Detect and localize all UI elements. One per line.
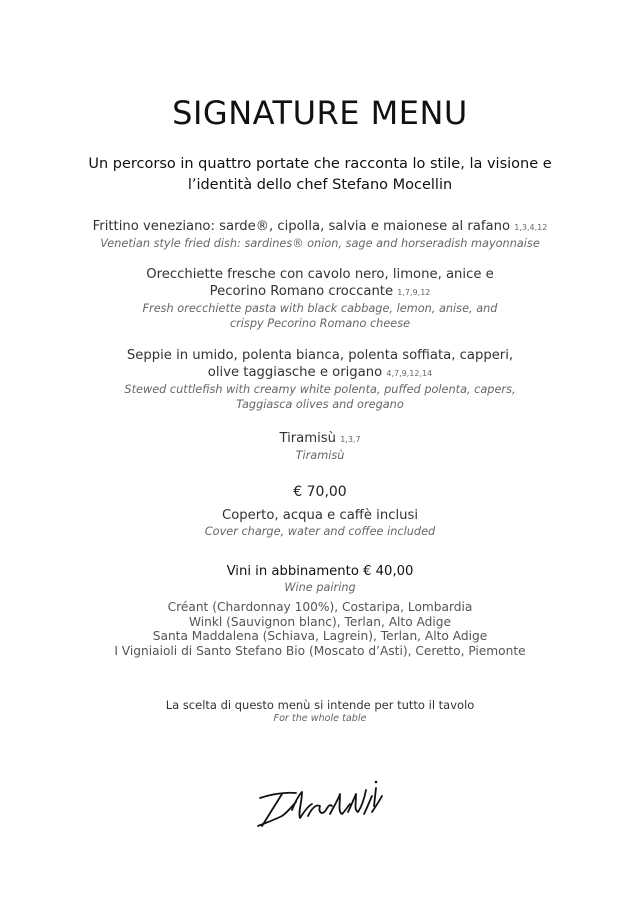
allergen-codes: 1,3,7 <box>340 435 361 444</box>
course-name-line: Seppie in umido, polenta bianca, polenta soffiata, capperi, <box>126 348 514 363</box>
course-name-line: Orecchiette fresche con cavolo nero, limone, anice e <box>146 267 494 282</box>
table-note <box>20 698 620 725</box>
course-name-it <box>20 364 620 382</box>
course-seppie <box>20 347 620 412</box>
table-note-en: For the whole table <box>273 713 367 724</box>
course-name-line: Tiramisù <box>279 431 336 446</box>
course-name-it <box>20 218 620 236</box>
wine-pairing-section <box>20 563 620 595</box>
wine-item: Santa Maddalena (Schiava, Lagrein), Terlan, Alto Adige <box>152 629 488 643</box>
course-name-en: Stewed cuttlefish with creamy white polenta, puffed polenta, capers, <box>124 383 516 396</box>
course-name-line: Pecorino Romano croccante <box>209 284 394 299</box>
course-name-en: crispy Pecorino Romano cheese <box>229 317 411 330</box>
allergen-codes: 4,7,9,12,14 <box>386 369 433 378</box>
course-tiramisu <box>20 430 620 463</box>
price-note-it: Coperto, acqua e caffè inclusi <box>222 508 418 523</box>
allergen-codes: 1,3,4,12 <box>514 223 548 232</box>
table-note-it: La scelta di questo menù si intende per tutto il tavolo <box>165 698 475 712</box>
allergen-codes: 1,7,9,12 <box>397 288 431 297</box>
course-name-en: Fresh orecchiette pasta with black cabbage, lemon, anise, and <box>142 302 498 315</box>
menu-price: € 70,00 <box>293 484 347 500</box>
course-name-line: Frittino veneziano: sarde®, cipolla, salvia e maionese al rafano <box>92 219 511 234</box>
price-note-en: Cover charge, water and coffee included <box>204 525 436 538</box>
intro-line: Un percorso in quattro portate che racconta lo stile, la visione e <box>88 156 552 172</box>
wine-item: I Vigniaioli di Santo Stefano Bio (Moscato d’Asti), Ceretto, Piemonte <box>114 643 526 658</box>
course-name-en: Tiramisù <box>295 449 345 462</box>
course-name-it <box>20 283 620 301</box>
intro-text <box>40 154 600 196</box>
chef-signature <box>252 776 392 832</box>
wine-item: Winkl (Sauvignon blanc), Terlan, Alto Adige <box>188 614 452 629</box>
wine-pairing-subtitle: Wine pairing <box>284 581 356 594</box>
wine-pairing-title: Vini in abbinamento € 40,00 <box>226 564 414 579</box>
course-orecchiette <box>20 266 620 331</box>
wine-item: Créant (Chardonnay 100%), Costaripa, Lombardia <box>167 600 473 614</box>
course-name-en: Taggiasca olives and oregano <box>236 398 404 411</box>
course-name-it <box>20 430 620 448</box>
course-name-line: olive taggiasche e origano <box>207 365 383 380</box>
course-name-en: Venetian style fried dish: sardines® onion, sage and horseradish mayonnaise <box>100 237 540 250</box>
price-notes <box>20 507 620 539</box>
page-title: SIGNATURE MENU <box>172 94 468 132</box>
menu-price-section <box>20 484 620 500</box>
wine-list <box>20 600 620 658</box>
intro-line: l’identità dello chef Stefano Mocellin <box>187 177 453 193</box>
course-frittino <box>20 218 620 251</box>
